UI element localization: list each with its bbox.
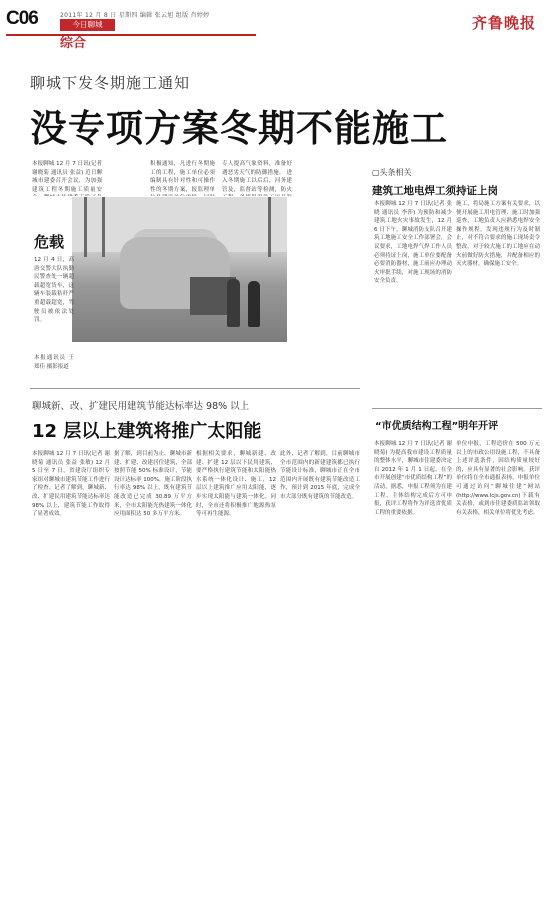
article1-headline: 没专项方案冬期不能施工: [30, 107, 448, 150]
sidebar-divider: [372, 408, 542, 409]
header-divider: [6, 34, 256, 36]
sidebar-col4: 单位申报，工程造价在 500 万元以上的市政公用设施工程，不具备上述评选条件，因结构质量较好的，应具有显著的社会影响。获评单位将在全市通报表扬。申报单位可通过访问“聊城住建”网站(http://www.lcjs.gov.cn)下载有关表格，或到市住建委质监站领取有关表格，相关单位将优先考虑。: [456, 441, 540, 516]
photo-caption-text: 12 月 4 日，高唐交警大队执勤民警查处一辆超载超宽货车，这辆车装载秸秆严重超载超宽，驾驶员被依法处罚。: [34, 257, 74, 324]
sidebar-label: ▢头条相关: [372, 168, 412, 177]
article1-col4: [296, 160, 364, 196]
newspaper-logo: 齐鲁晚报: [471, 14, 536, 32]
article2-col4: 此外，记者了解到，目前聊城市全市范围内的新建建筑都已执行节能设计标准，聊城市正在全市范围内开展既有建筑节能改造工作，预计到 2015 年底，完成全市大部分既有建筑的节能改造。: [280, 451, 360, 500]
page-number: C06: [6, 8, 38, 29]
sidebar-title-quality: “市优质结构工程”明年开评: [375, 421, 499, 432]
sidebar-col2: 施工，将局施工方案有关要求，以便开展施工用电管理、施工时加强巡查，工地负责人应熟悉电焊安全操作规程，发现违规行为及时制止，对不符合要求的施工现场责令整改。对于较大施工的工地应在动火前做好防火措施，并配备相应的灭火器材，确保施工安全。: [456, 201, 540, 268]
article2-top-rule: [30, 388, 360, 389]
photo-caption-title: 危载: [34, 233, 65, 251]
sidebar-col1: 本报聊城 12 月 7 日讯(记者 张晓 通讯员 李莎) 为预防和减少建筑工地火灾事故发生，12 月 6 日下午，聊城消防支队召开建筑工地施工安全工作部署会，会议要求，工地电焊气焊工作人员必须持证上岗，施工单位要配备必要消防器材，施工前应办理动火审批手续，对施工现场的消防安全负责。: [374, 201, 452, 285]
article2-headline: 12 层以上建筑将推广太阳能: [32, 421, 262, 442]
section-title: 综合: [60, 36, 87, 51]
sidebar-title-welder: 建筑工地电焊工须持证上岗: [372, 185, 498, 197]
article2-col3: 根据相关要求，聊城新建、改建、扩建 12 层以下民用建筑，要严格执行建筑节能和太阳能热水系统一体化设计、施工，12 层以上建筑推广应用太阳能，逐步实现太阳能与建筑一体化。同时，全市还将积极推广地源热泵等可再生能源。: [196, 451, 276, 518]
truck-photo: [72, 197, 287, 342]
article1-col2: 积极通知，凡进行冬期施工的工程，施工单位必须编制具有针对性和可操作性的冬期方案，报监理单: [150, 161, 215, 193]
article2-col1: 本报聊城 12 月 7 日讯(记者 谢晓菊 通讯员 张益 张敏) 12 月 5 日至 7 日，省建设厅组织专家组对聊城市建筑节能工作进行了检查。记者了解到，聊城新、改、扩建民用建筑节能达标率达 98% 以上，建筑节能工作取得了显著成效。: [32, 451, 110, 518]
article1-subtitle: 聊城下发冬期施工通知: [30, 74, 191, 92]
sidebar-col3: 本报聊城 12 月 7 日讯(记者 谢晓菊) 为提高我市建设工程质量的整体水平，聊城市住建委决定自 2012 年 1 月 1 日起，在全市开展创建“市优质结构工程”的活动。据悉，申报工程须为在建工程，主体结构完成后方可申报，获评工程将作为评选省优质工程的重要依据。: [374, 441, 452, 516]
article1-col3: 专人提高气象资料，准备好遇恶劣天气的防御措施。 进入冬期施工以后后，河务建管及，监督站等检测，防火: [222, 161, 292, 193]
section-tag: 今日聊城: [60, 19, 115, 31]
article1-col1: 本报聊城 12 月 7 日讯(记者 谢晓菊 通讯员 张益) 近日聊城市建委召开会议，为加强建筑工程冬期施工质量安: [32, 161, 102, 193]
photo-credit: 本报通讯员 王 郑佳 摄影报道: [34, 355, 74, 370]
date-line: 2011年 12 月 8 日 星期四 编辑 张云旭 组版 肖婷婷: [60, 12, 210, 19]
article2-col2: 据了解，到目前为止，聊城市新建、扩建、改建居住建筑，全部按照节能 50% 标准设计，节能设计达标率 100%，施工阶段执行率达 98% 以上，既有建筑节能改造已完成 30.89 万平方米，全市太阳能光热建筑一体化应用面积达 50 多万平方米。: [114, 451, 192, 518]
article2-subtitle: 聊城新、改、扩建民用建筑节能达标率达 98% 以上: [32, 401, 250, 412]
